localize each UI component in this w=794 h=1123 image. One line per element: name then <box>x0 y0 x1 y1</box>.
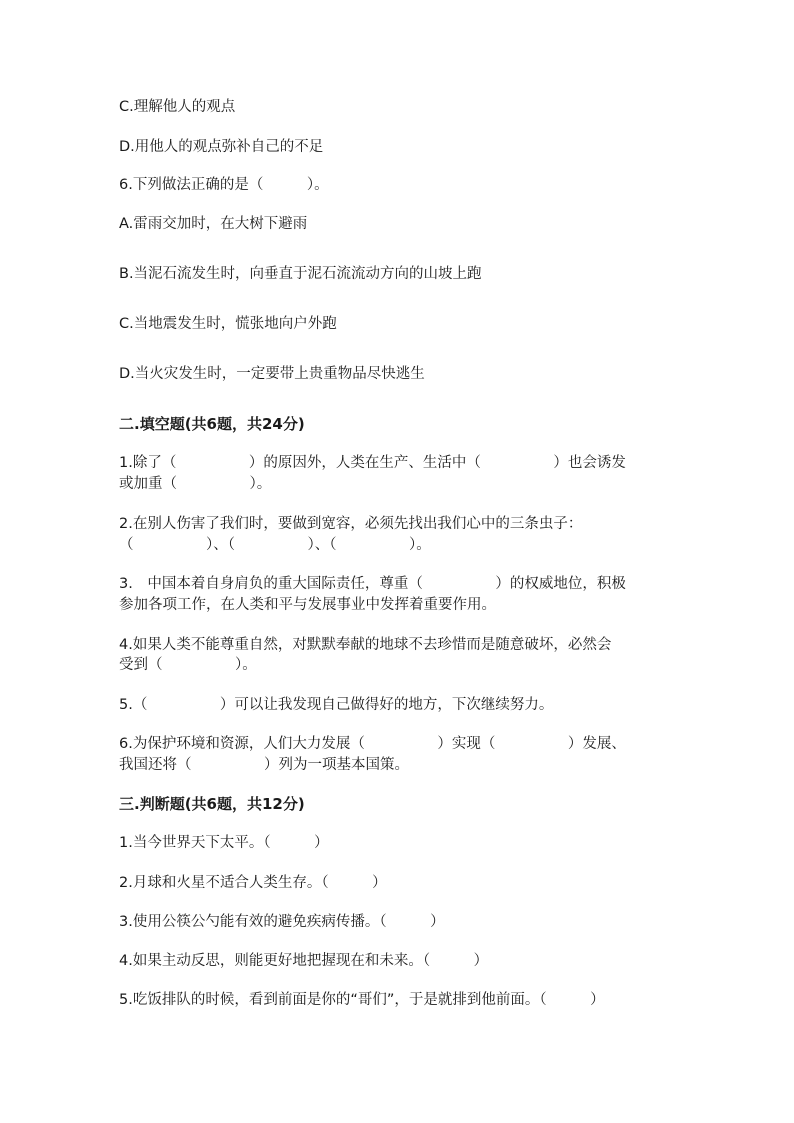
judge-q5: 5.吃饭排队的时候，看到前面是你的“哥们”，于是就排到他前面。（ ） <box>119 992 605 1008</box>
fill-q3-line2: 参加各项工作，在人类和平与发展事业中发挥着重要作用。 <box>119 597 496 613</box>
fill-q4-line2: 受到（ ）。 <box>119 657 257 673</box>
fill-q2-line2: （ ）、（ ）、（ ）。 <box>119 537 431 553</box>
fill-q4-line1: 4.如果人类不能尊重自然，对默默奉献的地球不去珍惜而是随意破坏，必然会 <box>119 637 612 653</box>
judge-q4: 4.如果主动反思，则能更好地把握现在和未来。（ ） <box>119 953 489 969</box>
fill-q2-line1: 2.在别人伤害了我们时，要做到宽容，必须先找出我们心中的三条虫子： <box>119 516 583 532</box>
fill-q6-line1: 6.为保护环境和资源，人们大力发展（ ）实现（ ）发展、 <box>119 736 626 752</box>
judge-q2: 2.月球和火星不适合人类生存。（ ） <box>119 875 387 891</box>
question-6: 6.下列做法正确的是（ ）。 <box>119 177 329 193</box>
option-d: D.当火灾发生时，一定要带上贵重物品尽快逃生 <box>119 366 425 382</box>
section-judgement-heading: 三.判断题(共6题，共12分) <box>119 795 305 813</box>
section-fill-in-heading: 二.填空题(共6题，共24分) <box>119 415 305 433</box>
option-b: B.当泥石流发生时，向垂直于泥石流流动方向的山坡上跑 <box>119 266 482 282</box>
option-a: A.雷雨交加时，在大树下避雨 <box>119 216 308 232</box>
option-6d-prev: D.用他人的观点弥补自己的不足 <box>119 139 324 155</box>
judge-q1: 1.当今世界天下太平。（ ） <box>119 835 329 851</box>
judge-q3: 3.使用公筷公勺能有效的避免疾病传播。（ ） <box>119 914 445 930</box>
option-6c-prev: C.理解他人的观点 <box>119 99 236 115</box>
option-c: C.当地震发生时，慌张地向户外跑 <box>119 316 337 332</box>
fill-q1-line2: 或加重（ ）。 <box>119 476 272 492</box>
fill-q5: 5.（ ）可以让我发现自己做得好的地方，下次继续努力。 <box>119 697 554 713</box>
fill-q6-line2: 我国还将（ ）列为一项基本国策。 <box>119 757 409 773</box>
fill-q3-line1: 3. 中国本着自身肩负的重大国际责任，尊重（ ）的权威地位，积极 <box>119 576 626 592</box>
fill-q1-line1: 1.除了（ ）的原因外，人类在生产、生活中（ ）也会诱发 <box>119 455 626 471</box>
